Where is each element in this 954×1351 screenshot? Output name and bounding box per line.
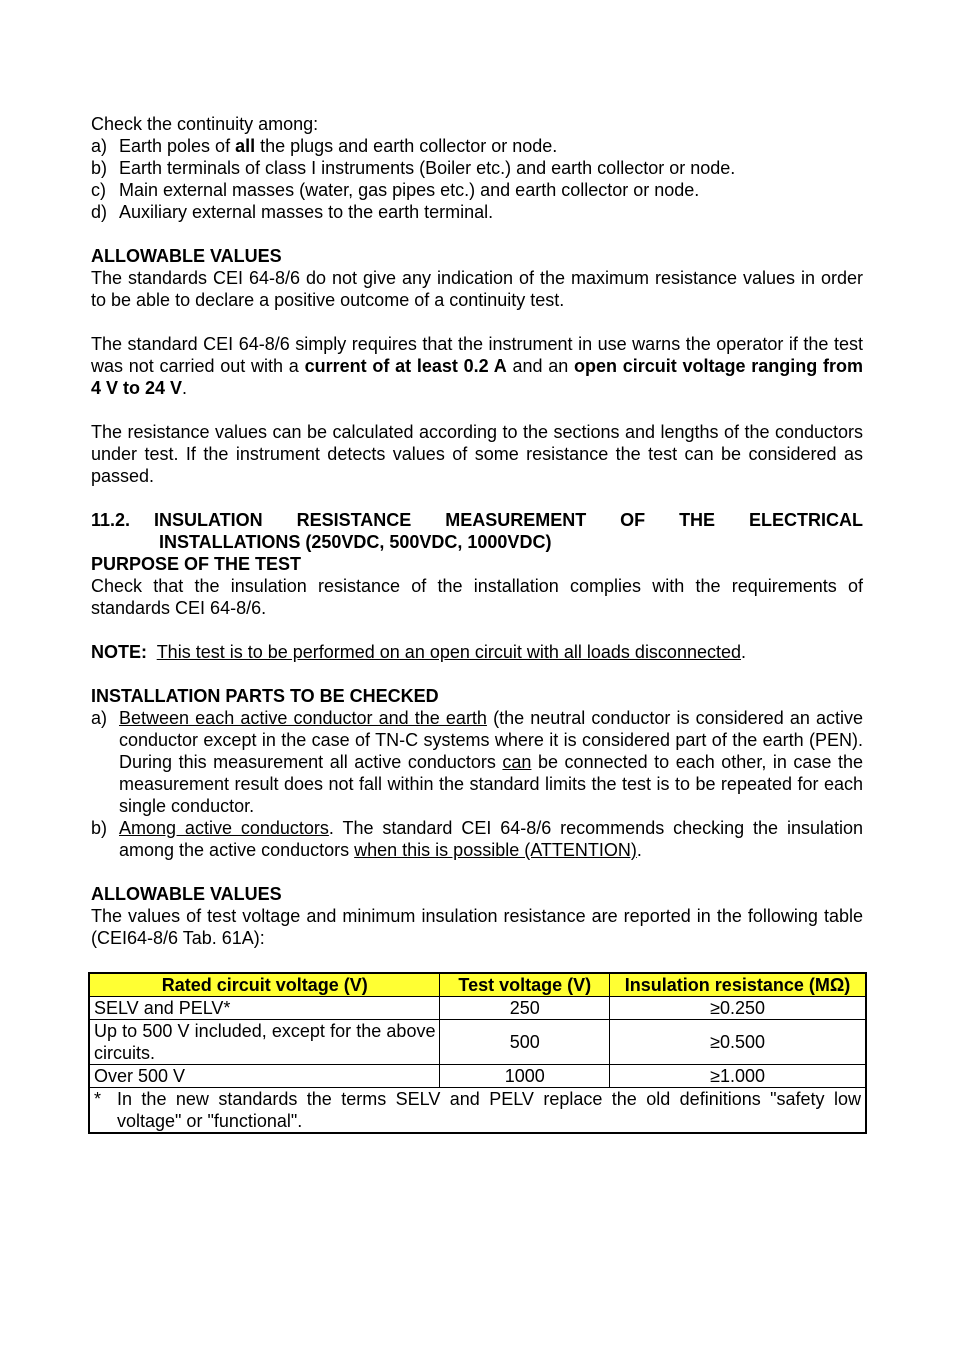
section-heading: [91, 509, 863, 531]
footnote-marker: *: [94, 1089, 102, 1109]
bold-run: current of at least 0.2 A: [304, 356, 507, 376]
table-cell: Up to 500 V included, except for the above circuits.: [89, 1020, 440, 1065]
list-item: [91, 135, 863, 157]
footnote-text: In the new standards the terms SELV and PELV replace the old definitions "safety low voltage" or "functional".: [117, 1089, 861, 1131]
table-row: [89, 1065, 866, 1088]
text-run: .: [182, 378, 188, 398]
allowable-paragraph-2: [91, 333, 863, 399]
allowable-paragraph-1: The standards CEI 64-8/6 do not give any indication of the maximum resistance values in order to be able to declare a positive outcome of a continuity test.: [91, 268, 863, 310]
list-item: [91, 201, 863, 223]
table-cell: ≥1.000: [610, 1065, 866, 1088]
continuity-intro: Check the continuity among:: [91, 114, 319, 134]
table-footnote-row: [89, 1088, 866, 1134]
parts-heading: INSTALLATION PARTS TO BE CHECKED: [91, 686, 439, 706]
list-marker: b): [91, 158, 108, 178]
table-header-cell: Insulation resistance (MΩ): [610, 973, 866, 997]
bold-run: open circuit voltage ranging from 4 V to 24 V: [91, 356, 864, 398]
underlined-run: Between each active conductor and the earth: [119, 708, 487, 728]
purpose-heading: PURPOSE OF THE TEST: [91, 554, 302, 574]
table-cell: Over 500 V: [89, 1065, 440, 1088]
note: [91, 641, 863, 663]
purpose-text: Check that the insulation resistance of the installation complies with the requirements of standards CEI 64-8/6.: [91, 576, 863, 618]
list-text: [119, 707, 863, 817]
allowable-values-heading-2: ALLOWABLE VALUES: [91, 884, 282, 904]
list-text: Earth terminals of class I instruments (Boiler etc.) and earth collector or node.: [119, 158, 736, 178]
table-cell: 500: [440, 1020, 610, 1065]
section-number: 11.2.: [91, 510, 131, 530]
text-run: . The standard CEI 64-8/6 recommends checking the insulation among the active conductors: [119, 818, 864, 860]
table-cell: ≥0.250: [610, 997, 866, 1020]
table-cell: 1000: [440, 1065, 610, 1088]
table-header-cell: Rated circuit voltage (V): [89, 973, 440, 997]
table-row: [89, 1020, 866, 1065]
list-text: [119, 817, 863, 861]
list-item: [91, 179, 863, 201]
list-text: Main external masses (water, gas pipes etc.) and earth collector or node.: [119, 180, 700, 200]
table-row: [89, 997, 866, 1020]
list-marker: a): [91, 136, 108, 156]
table-header-cell: Test voltage (V): [440, 973, 610, 997]
list-marker: b): [91, 818, 108, 838]
text-run: (the neutral conductor is considered an active conductor except in the case of TN-C systems where it is considered part of the earth (PEN). During this measurement all active conductors: [119, 708, 863, 772]
note-text: This test is to be performed on an open circuit with all loads disconnected: [156, 642, 742, 662]
table-cell: 250: [440, 997, 610, 1020]
underlined-run: can: [502, 752, 532, 772]
text-run: The standard CEI 64-8/6 simply requires that the instrument in use warns the operator if the test was not carried out with a: [91, 334, 863, 376]
text-run: Earth poles of: [119, 136, 236, 156]
allowable-text-2: The values of test voltage and minimum insulation resistance are reported in the following table (CEI64-8/6 Tab. 61A):: [91, 906, 863, 948]
document-page: [91, 113, 863, 1134]
section-title-line2: INSTALLATIONS (250VDC, 500VDC, 1000VDC): [159, 532, 552, 552]
bold-run: all: [235, 136, 256, 156]
list-marker: d): [91, 202, 108, 222]
list-item: [91, 817, 863, 861]
note-label: NOTE:: [91, 642, 147, 662]
table-footnote-cell: [89, 1088, 866, 1134]
table-cell: ≥0.500: [610, 1020, 866, 1065]
text-run: the plugs and earth collector or node.: [255, 136, 558, 156]
text-run: .: [741, 642, 747, 662]
list-item: [91, 157, 863, 179]
list-marker: c): [91, 180, 106, 200]
underlined-run: Among active conductors: [119, 818, 329, 838]
list-marker: a): [91, 708, 108, 728]
allowable-values-heading: ALLOWABLE VALUES: [91, 246, 282, 266]
text-run: and an: [506, 356, 574, 376]
insulation-table: [88, 972, 867, 1134]
table-cell: SELV and PELV*: [89, 997, 440, 1020]
section-title-line1: INSULATION RESISTANCE MEASUREMENT OF THE ELECTRICAL: [154, 510, 863, 530]
allowable-paragraph-3: The resistance values can be calculated according to the sections and lengths of the conductors under test. If the instrument detects values of some resistance the test can be considered as passed.: [91, 422, 863, 486]
list-text: Auxiliary external masses to the earth terminal.: [119, 202, 494, 222]
table-header-row: [89, 973, 866, 997]
underlined-run: when this is possible (ATTENTION): [354, 840, 637, 860]
list-text: [119, 135, 863, 157]
text-run: be connected to each other, in case the measurement result does not fall within the standard limits the test is to be repeated for each single conductor.: [119, 752, 864, 816]
text-run: .: [636, 840, 642, 860]
list-item: [91, 707, 863, 817]
